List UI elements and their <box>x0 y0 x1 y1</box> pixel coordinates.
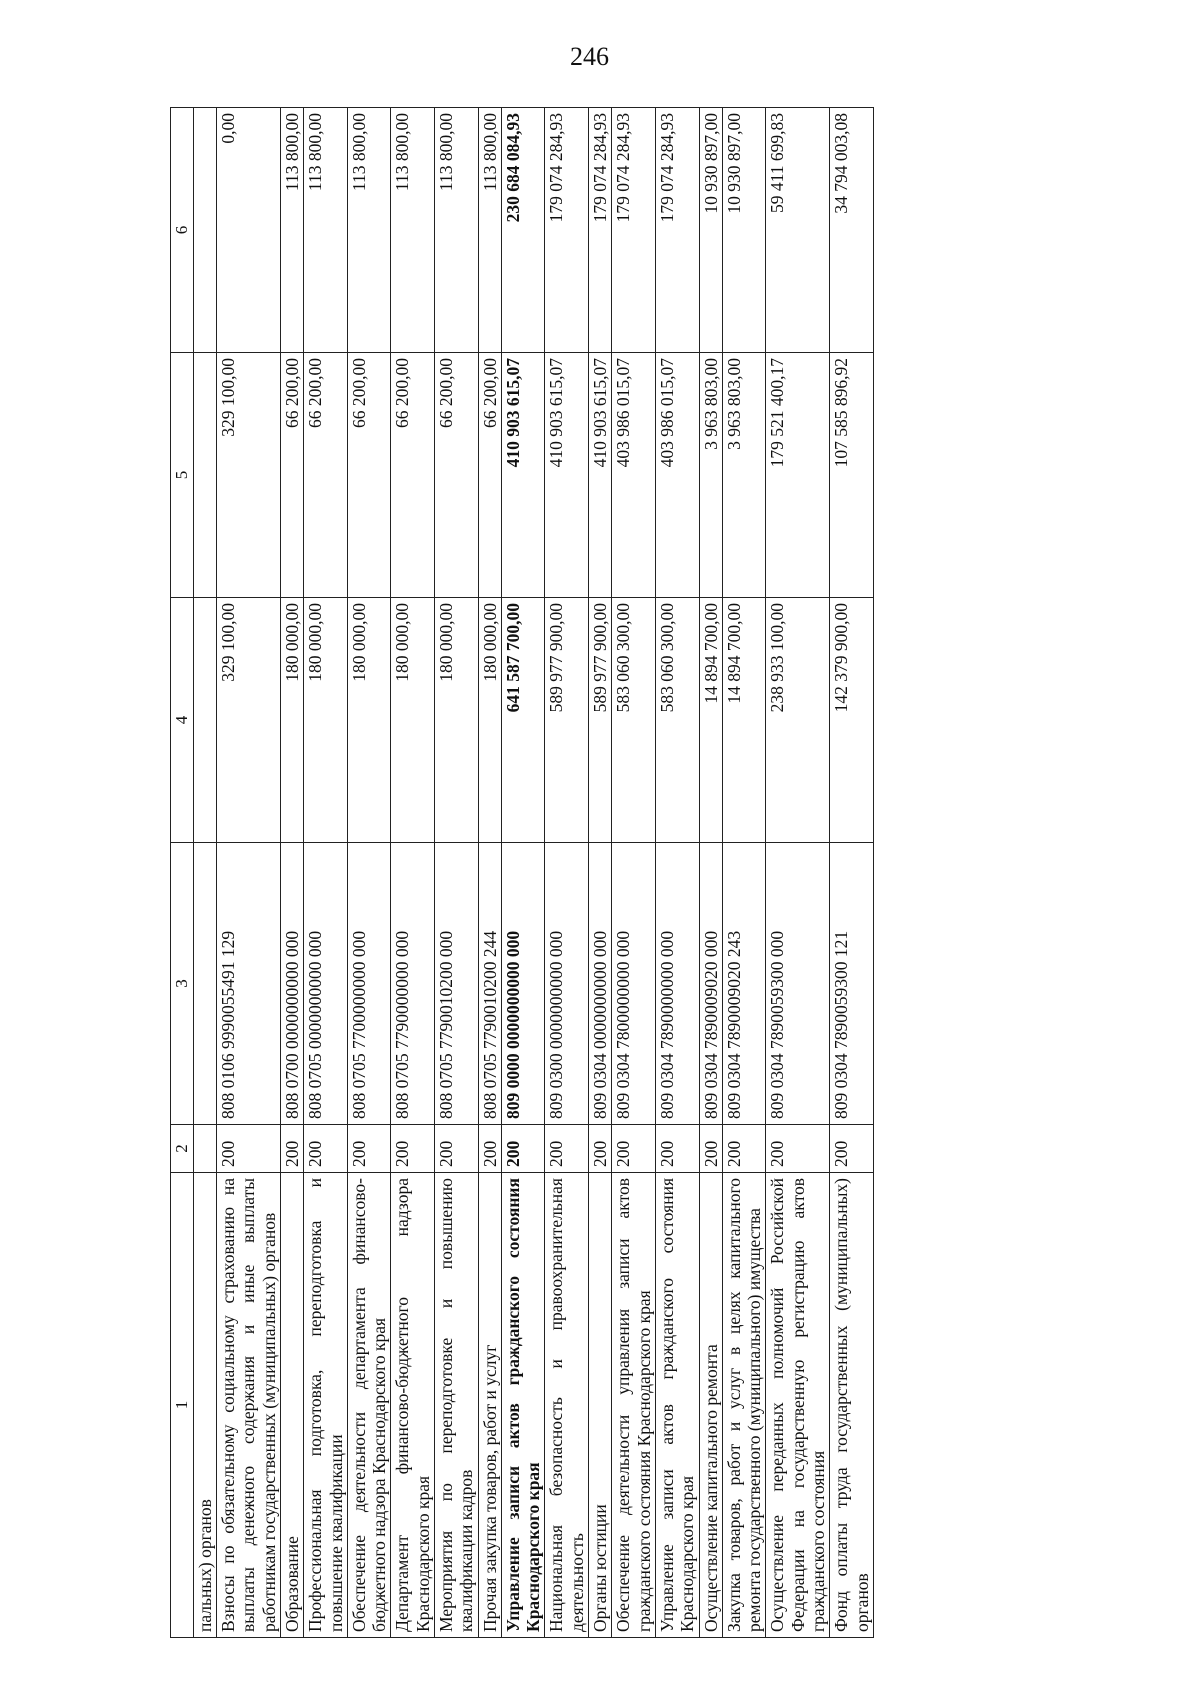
row-col5-value: 66 200,00 <box>304 353 348 598</box>
row-name-cell: Осуществление капитального ремонта <box>699 1173 722 1638</box>
row-col4-value: 180 000,00 <box>280 598 303 843</box>
row-name-cell: Закупка товаров, работ и услуг в целях капитального ремонта государственного (муниципального) имущества <box>722 1173 766 1638</box>
row-kbk-cell: 809 0304 7800000000 000 <box>612 843 656 1125</box>
table-row <box>830 108 874 1638</box>
row-kbk-cell: 809 0304 0000000000 000 <box>589 843 612 1125</box>
row-col5-value: 107 585 896,92 <box>830 353 874 598</box>
table-row <box>478 108 501 1638</box>
table-row <box>501 108 545 1638</box>
row-kbk-cell: 809 0304 7890059300 121 <box>830 843 874 1125</box>
row-col5-value: 410 903 615,07 <box>589 353 612 598</box>
table-row <box>347 108 391 1638</box>
row-kbk-cell: 808 0700 0000000000 000 <box>280 843 303 1125</box>
row-kbk-cell: 809 0304 7890000000 000 <box>655 843 699 1125</box>
row-code-cell: 200 <box>612 1125 656 1173</box>
row-name-cell: Осуществление переданных полномочий Российской Федерации на государственную регистрацию актов гражданского состояния <box>766 1173 830 1638</box>
row-col6-value: 113 800,00 <box>347 108 391 353</box>
row-col5-value: 66 200,00 <box>391 353 435 598</box>
header-cell: 1 <box>171 1173 194 1638</box>
row-col4-value: 14 894 700,00 <box>699 598 722 843</box>
row-code-cell: 200 <box>655 1125 699 1173</box>
row-col5-value: 3 963 803,00 <box>699 353 722 598</box>
row-col4-value: 238 933 100,00 <box>766 598 830 843</box>
row-col6-value: 59 411 699,83 <box>766 108 830 353</box>
row-col5-value: 403 986 015,07 <box>655 353 699 598</box>
header-cell: 5 <box>171 353 194 598</box>
row-col4-value: 589 977 900,00 <box>589 598 612 843</box>
row-col5-value: 410 903 615,07 <box>501 353 545 598</box>
row-col5-value: 66 200,00 <box>434 353 478 598</box>
row-col4-value: 583 060 300,00 <box>655 598 699 843</box>
row-col5-value: 66 200,00 <box>347 353 391 598</box>
table-row <box>612 108 656 1638</box>
row-name-cell: Образование <box>280 1173 303 1638</box>
row-col4-value: 329 100,00 <box>217 598 281 843</box>
row-code-cell: 200 <box>217 1125 281 1173</box>
row-name-cell: Управление записи актов гражданского состояния Краснодарского края <box>501 1173 545 1638</box>
row-col4-value: 180 000,00 <box>434 598 478 843</box>
row-kbk-cell: 808 0705 7700000000 000 <box>347 843 391 1125</box>
row-col6-value: 10 930 897,00 <box>699 108 722 353</box>
table-row <box>545 108 589 1638</box>
row-kbk-cell: 808 0705 0000000000 000 <box>304 843 348 1125</box>
row-name-cell: Департамент финансово-бюджетного надзора Краснодарского края <box>391 1173 435 1638</box>
row-kbk-cell: 808 0106 9990055491 129 <box>217 843 281 1125</box>
table-row <box>589 108 612 1638</box>
row-col6-value: 179 074 284,93 <box>545 108 589 353</box>
row-name-cell: Взносы по обязательному социальному страхованию на выплаты денежного содержания и иные выплаты работникам государственных (муниципальных) органов <box>217 1173 281 1638</box>
row-col4-value: 180 000,00 <box>304 598 348 843</box>
row-col4-value: 180 000,00 <box>478 598 501 843</box>
row-code-cell: 200 <box>830 1125 874 1173</box>
row-col5-value: 403 986 015,07 <box>612 353 656 598</box>
table-row <box>304 108 348 1638</box>
row-name-cell: Фонд оплаты труда государственных (муниципальных) органов <box>830 1173 874 1638</box>
page-number: 246 <box>570 42 609 71</box>
row-kbk-cell: 808 0705 7790000000 000 <box>391 843 435 1125</box>
header-cell: 2 <box>171 1125 194 1173</box>
row-col4-value: 180 000,00 <box>391 598 435 843</box>
row-col5-value: 3 963 803,00 <box>722 353 766 598</box>
row-code-cell: 200 <box>722 1125 766 1173</box>
row-name-cell: Обеспечение деятельности управления записи актов гражданского состояния Краснодарского края <box>612 1173 656 1638</box>
header-cell: 4 <box>171 598 194 843</box>
row-code-cell: 200 <box>545 1125 589 1173</box>
row-code-cell: 200 <box>304 1125 348 1173</box>
continuation-row <box>193 108 216 1638</box>
table-header-row <box>171 108 194 1638</box>
row-col5-value: 410 903 615,07 <box>545 353 589 598</box>
row-col5-value: 179 521 400,17 <box>766 353 830 598</box>
row-col6-value: 113 800,00 <box>391 108 435 353</box>
row-col6-value: 113 800,00 <box>478 108 501 353</box>
row-name-cell: Национальная безопасность и правоохранительная деятельность <box>545 1173 589 1638</box>
row-kbk-cell: 809 0304 7890009020 000 <box>699 843 722 1125</box>
header-cell: 3 <box>171 843 194 1125</box>
row-code-cell: 200 <box>347 1125 391 1173</box>
row-col6-value: 230 684 084,93 <box>501 108 545 353</box>
row-name-cell: Профессиональная подготовка, переподготовка и повышение квалификации <box>304 1173 348 1638</box>
table-row <box>391 108 435 1638</box>
row-col4-value: 180 000,00 <box>347 598 391 843</box>
row-code-cell: 200 <box>699 1125 722 1173</box>
row-code-cell: 200 <box>501 1125 545 1173</box>
table-row <box>699 108 722 1638</box>
row-col5-value: 329 100,00 <box>217 353 281 598</box>
table-row <box>280 108 303 1638</box>
table-row <box>217 108 281 1638</box>
row-col4-value: 14 894 700,00 <box>722 598 766 843</box>
continuation-text: пальных) органов <box>193 1173 216 1638</box>
row-col6-value: 113 800,00 <box>280 108 303 353</box>
row-col4-value: 641 587 700,00 <box>501 598 545 843</box>
row-col6-value: 34 794 003,08 <box>830 108 874 353</box>
row-kbk-cell: 809 0304 7890059300 000 <box>766 843 830 1125</box>
header-cell: 6 <box>171 108 194 353</box>
row-col6-value: 113 800,00 <box>304 108 348 353</box>
row-col6-value: 10 930 897,00 <box>722 108 766 353</box>
row-name-cell: Управление записи актов гражданского состояния Краснодарского края <box>655 1173 699 1638</box>
row-code-cell: 200 <box>391 1125 435 1173</box>
row-kbk-cell: 808 0705 7790010200 000 <box>434 843 478 1125</box>
row-name-cell: Мероприятия по переподготовке и повышению квалификации кадров <box>434 1173 478 1638</box>
table-row <box>766 108 830 1638</box>
budget-table <box>170 107 874 1638</box>
row-name-cell: Прочая закупка товаров, работ и услуг <box>478 1173 501 1638</box>
row-col4-value: 589 977 900,00 <box>545 598 589 843</box>
row-kbk-cell: 809 0000 0000000000 000 <box>501 843 545 1125</box>
row-col6-value: 113 800,00 <box>434 108 478 353</box>
table-row <box>434 108 478 1638</box>
row-kbk-cell: 809 0304 7890009020 243 <box>722 843 766 1125</box>
row-code-cell: 200 <box>766 1125 830 1173</box>
row-col6-value: 179 074 284,93 <box>655 108 699 353</box>
row-col6-value: 179 074 284,93 <box>589 108 612 353</box>
row-col4-value: 583 060 300,00 <box>612 598 656 843</box>
row-col5-value: 66 200,00 <box>478 353 501 598</box>
row-code-cell: 200 <box>434 1125 478 1173</box>
row-col4-value: 142 379 900,00 <box>830 598 874 843</box>
row-col5-value: 66 200,00 <box>280 353 303 598</box>
table-row <box>655 108 699 1638</box>
row-kbk-cell: 808 0705 7790010200 244 <box>478 843 501 1125</box>
row-name-cell: Обеспечение деятельности департамента финансово-бюджетного надзора Краснодарского края <box>347 1173 391 1638</box>
row-code-cell: 200 <box>280 1125 303 1173</box>
row-name-cell: Органы юстиции <box>589 1173 612 1638</box>
row-code-cell: 200 <box>589 1125 612 1173</box>
row-code-cell: 200 <box>478 1125 501 1173</box>
table-row <box>722 108 766 1638</box>
row-col6-value: 179 074 284,93 <box>612 108 656 353</box>
row-kbk-cell: 809 0300 0000000000 000 <box>545 843 589 1125</box>
rotated-table-container <box>170 108 1100 1638</box>
row-col6-value: 0,00 <box>217 108 281 353</box>
